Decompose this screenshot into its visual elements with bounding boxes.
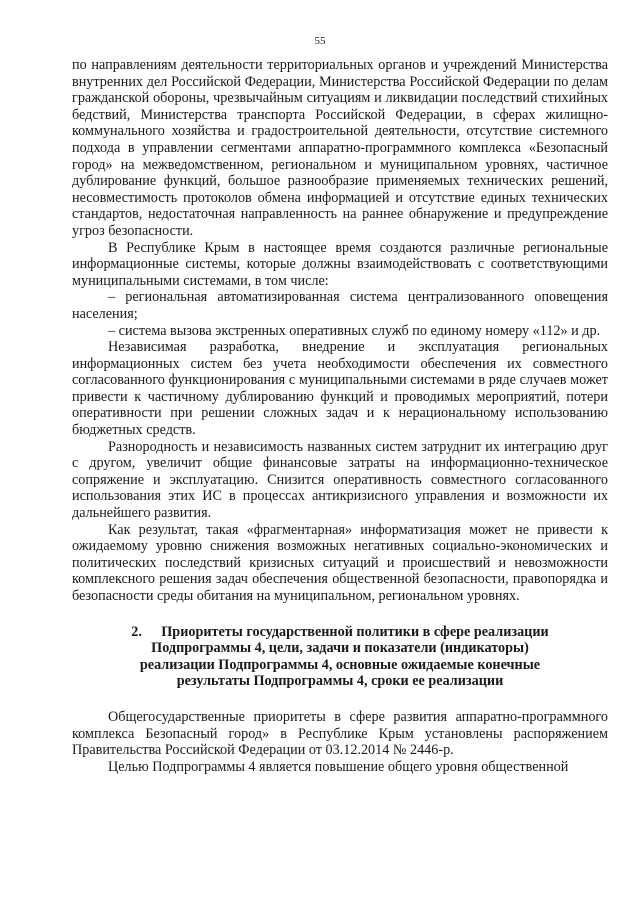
paragraph: Разнородность и независимость названных систем затруднит их интеграцию друг с другом, увеличит общие финансовые затраты на информационно-техническое сопряжение и эксплуатацию. Снизится оперативность совместного согласованного использования этих ИС в процессах антикризисного управления и возможности их дальнейшего развития. [72, 438, 608, 522]
heading-line: реализации Подпрограммы 4, основные ожидаемые конечные [139, 656, 541, 673]
paragraph: по направлениям деятельности территориальных органов и учреждений Министерства внутренних дел Российской Федерации, Министерства Российской Федерации по делам гражданской обороны, чрезвычайным ситуациям и ликвидации последствий стихийных бедствий, Министерства транспорта Российской Федерации, в сферах жилищно-коммунального хозяйства и градостроительной деятельности, отсутствие системного подхода в управлении сегментами аппаратно-программного комплекса «Безопасный город» на межведомственном, региональном и муниципальном уровнях, частичное дублирование функций, большое разнообразие применяемых технических решений, несовместимость протоколов обмена информацией и отсутствие единых технических стандартов, недостаточная направленность на раннее обнаружение и предупреждение угроз безопасности. [72, 57, 608, 239]
section-number: 2. [131, 623, 142, 640]
heading-line: результаты Подпрограммы 4, сроки ее реализации [176, 673, 504, 690]
heading-line: Приоритеты государственной политики в сфере реализации [161, 623, 549, 640]
paragraph: Общегосударственные приоритеты в сфере развития аппаратно-программного комплекса Безопасный город» в Республике Крым установлены распоряжением Правительства Российской Федерации от 03.12.2014 № 2446-р. [72, 708, 608, 759]
document-body [72, 57, 608, 775]
list-item: – региональная автоматизированная система централизованного оповещения населения; [72, 289, 608, 322]
paragraph: В Республике Крым в настоящее время создаются различные региональные информационные системы, которые должны взаимодействовать с соответствующими муниципальными системами, в том числе: [72, 239, 608, 289]
page-number: 55 [314, 35, 326, 47]
section-heading [72, 624, 608, 690]
section-text-before [72, 57, 608, 605]
list-item: – система вызова экстренных оперативных служб по единому номеру «112» и др. [108, 322, 601, 339]
section-text-after [72, 709, 608, 775]
paragraph: Целью Подпрограммы 4 является повышение общего уровня общественной [108, 758, 569, 775]
paragraph: Независимая разработка, внедрение и эксплуатация региональных информационных систем без учета необходимости обеспечения их совместного согласованного функционирования с муниципальными системами в ряде случаев может привести к частичному дублированию функций и проводимых мероприятий, потери оперативности при решении сложных задач и к нерациональному использованию бюджетных средств. [72, 339, 608, 439]
paragraph: Как результат, такая «фрагментарная» информатизация может не привести к ожидаемому уровню снижения возможных негативных социально-экономических и политических последствий кризисных ситуаций и происшествий и невозможности комплексного решения задач обеспечения общественной безопасности, правопорядка и безопасности среды обитания на муниципальном, региональном уровнях. [72, 521, 608, 604]
heading-line: Подпрограммы 4, цели, задачи и показатели (индикаторы) [151, 640, 529, 657]
